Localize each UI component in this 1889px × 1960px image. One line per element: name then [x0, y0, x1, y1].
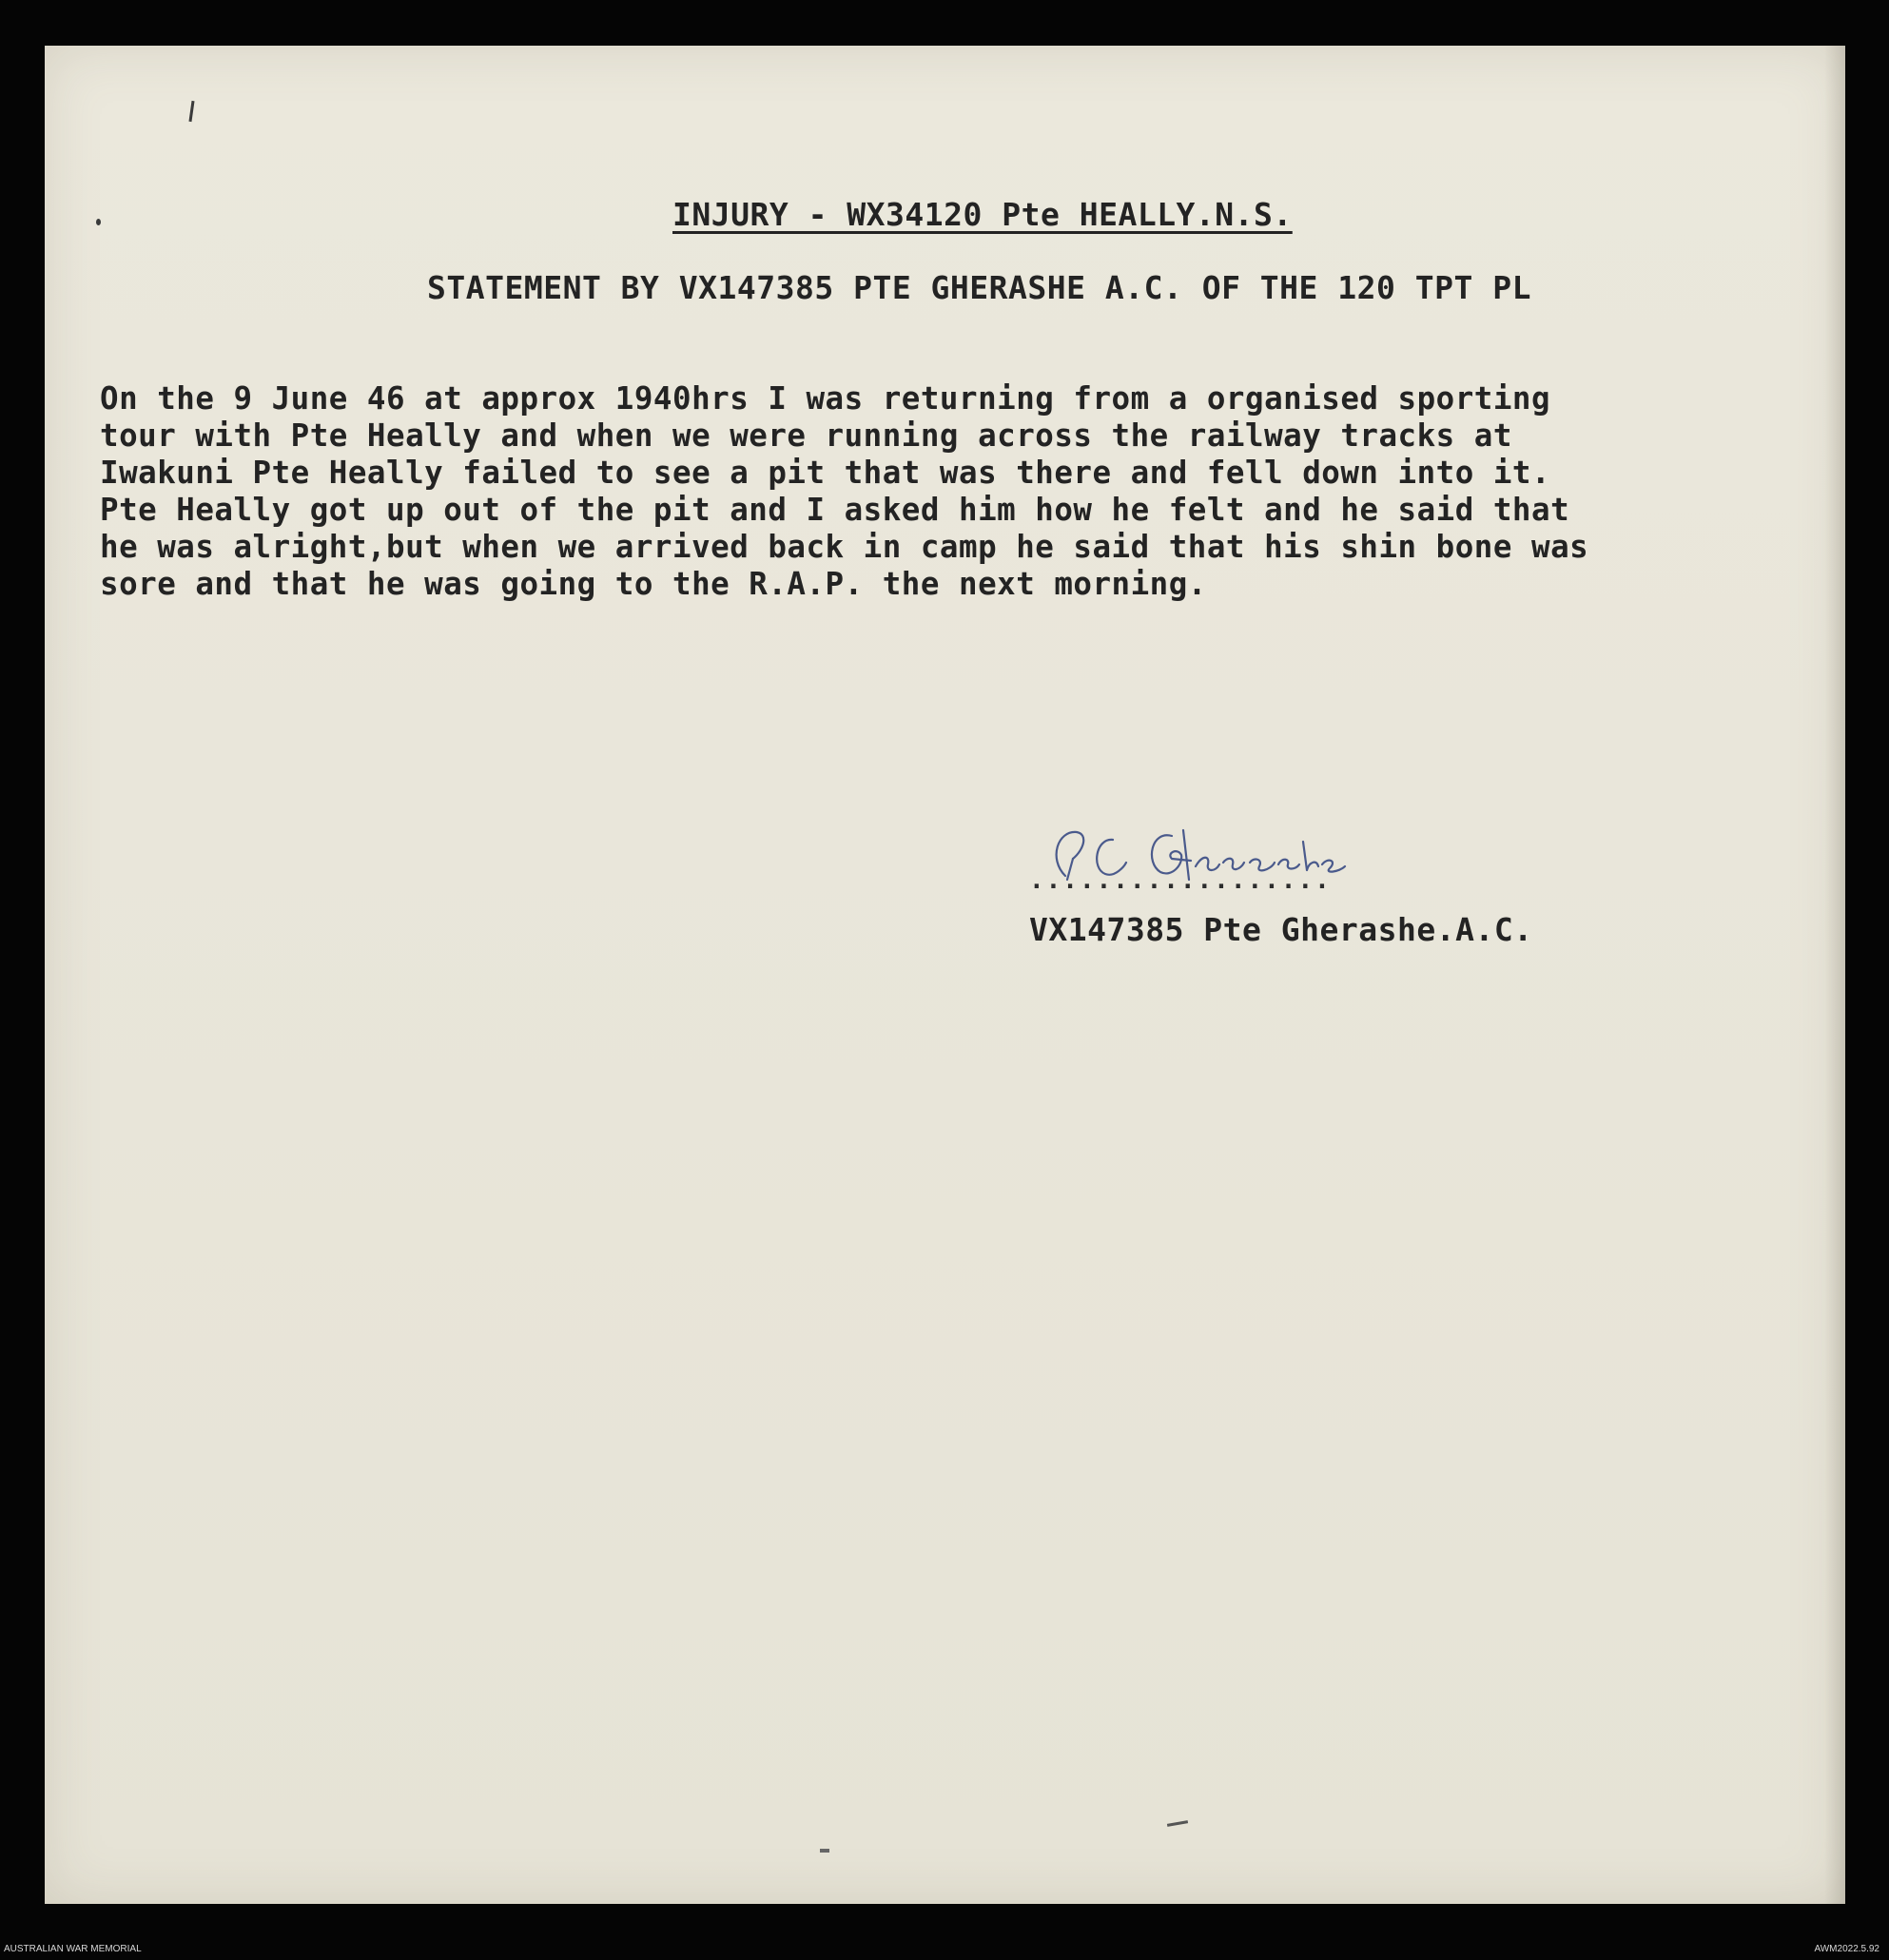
- ink-mark: [820, 1849, 829, 1853]
- statement-line: Pte Heally got up out of the pit and I asked him how he felt and he said that: [100, 492, 1570, 528]
- statement-line: sore and that he was going to the R.A.P. the next morning.: [100, 566, 1207, 602]
- ink-mark: [188, 101, 194, 122]
- statement-line: he was alright,but when we arrived back in camp he said that his shin bone was: [100, 529, 1589, 565]
- footer-catalogue-id: AWM2022.5.92: [1814, 1944, 1879, 1954]
- document-title: INJURY - WX34120 Pte HEALLY.N.S.: [672, 196, 1293, 233]
- footer-archive-name: AUSTRALIAN WAR MEMORIAL: [4, 1944, 142, 1954]
- ink-mark: [1167, 1820, 1188, 1827]
- ink-mark: [96, 219, 101, 225]
- statement-line: tour with Pte Heally and when we were running across the railway tracks at: [100, 417, 1512, 454]
- signature-block: [1029, 821, 1600, 897]
- paper-edge-shadow: [1824, 46, 1845, 1904]
- document-subtitle: STATEMENT BY VX147385 PTE GHERASHE A.C. OF THE 120 TPT PL: [427, 269, 1531, 306]
- paper-sheet: [45, 46, 1845, 1904]
- statement-line: Iwakuni Pte Heally failed to see a pit that was there and fell down into it.: [100, 455, 1551, 491]
- statement-body: [100, 380, 1869, 603]
- signature-dotted-line: ..................: [1029, 866, 1332, 895]
- statement-line: On the 9 June 46 at approx 1940hrs I was returning from a organised sporting: [100, 380, 1551, 417]
- signatory-name: VX147385 Pte Gherashe.A.C.: [1029, 911, 1533, 948]
